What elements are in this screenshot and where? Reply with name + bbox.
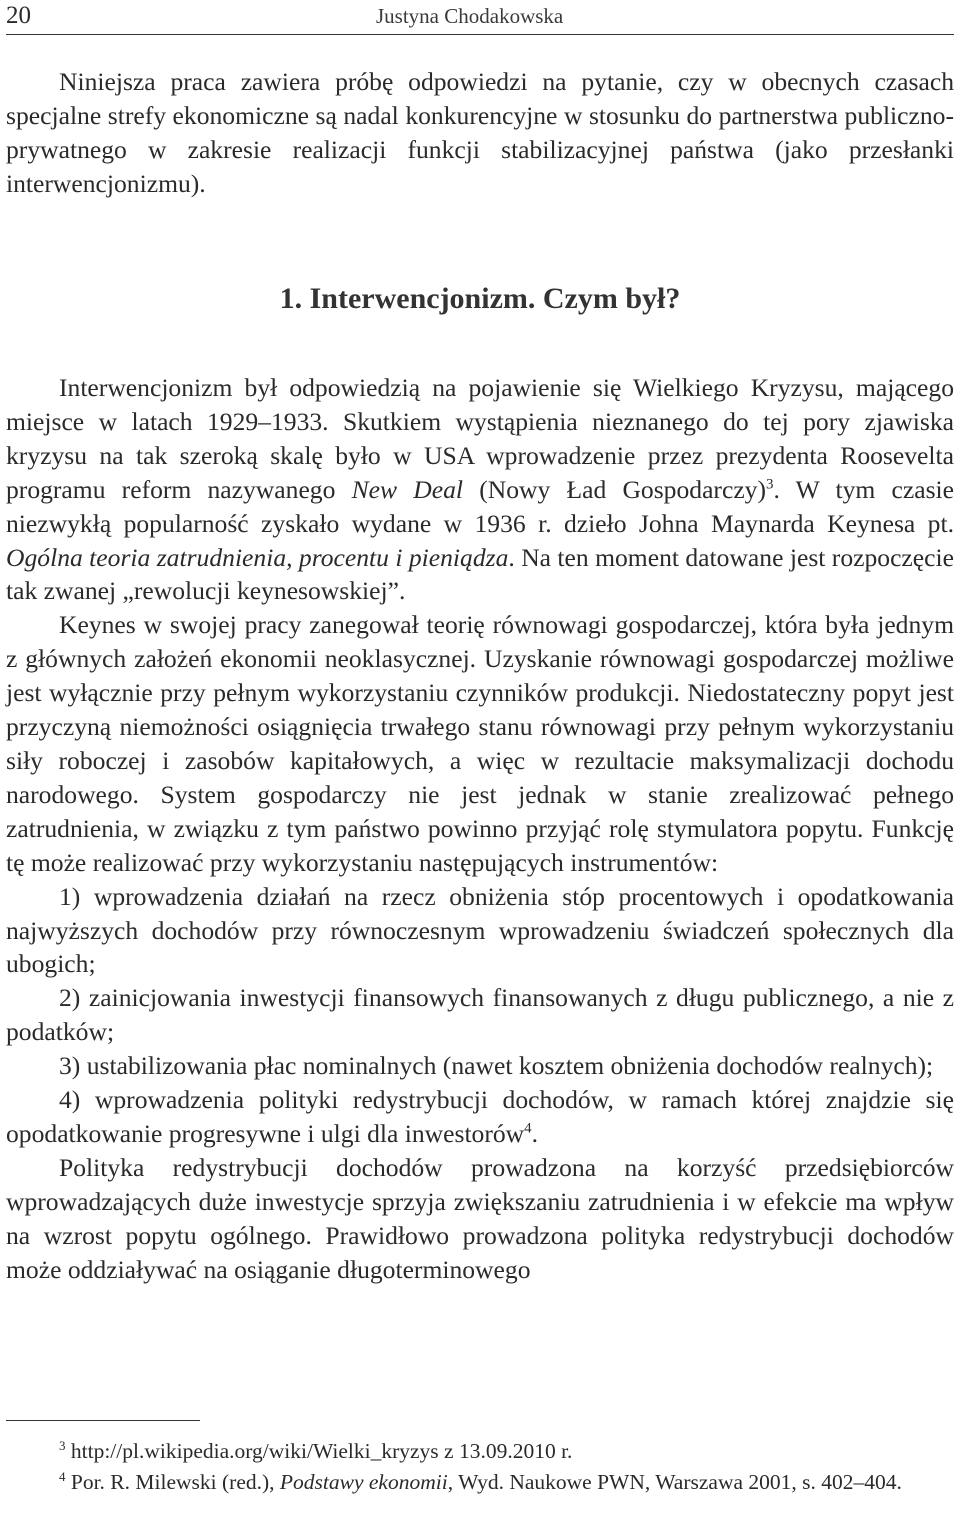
intro-paragraph: Niniejsza praca zawiera próbę odpowiedzi na pytanie, czy w obecnych czasach specjalne strefy ekonomiczne są nadal konkurencyjne w stosunku do partnerstwa publiczno-prywatnego w zakresie realizacji funkcji stabilizacyjnej państwa (jako przesłanki interwencjonizmu).: [6, 67, 954, 198]
text-span: . W tym czasie niezwykłą popularność zyskało wydane w 1936 r. dzieło Johna Maynarda Keynesa pt.: [6, 474, 954, 538]
section-heading: 1. Interwencjonizm. Czym był?: [279, 282, 681, 315]
list-item: 2) zainicjowania inwestycji finansowych finansowanych z długu publicznego, a nie z podatków;: [6, 983, 954, 1047]
text-span: (Nowy Ład Gospodarczy): [463, 474, 766, 504]
book-title: Ogólna teoria zatrudnienia, procentu i pieniądza: [6, 542, 509, 572]
paragraph-redistribution: Polityka redystrybucji dochodów prowadzona na korzyść przedsiębiorców wprowadzających duże inwestycje sprzyja zwiększaniu zatrudnienia i w efekcie ma wpływ na wzrost popytu ogólnego. Prawidłowo prowadzona polityka redystrybucji dochodów może oddziaływać na osiąganie długoterminowego: [6, 1152, 954, 1284]
footnote-text: , Wyd. Naukowe PWN, Warszawa 2001, s. 402–404.: [447, 1470, 902, 1494]
new-deal-term: New Deal: [351, 474, 464, 504]
running-header: [6, 0, 954, 35]
paragraph-keynes: Keynes w swojej pracy zanegował teorię równowagi gospodarczej, która była jednym z głównych założeń ekonomii neoklasycznej. Uzyskanie równowagi gospodarczej możliwe jest wyłącznie przy pełnym wykorzystaniu czynników produkcji. Niedostateczny popyt jest przyczyną niemożności osiągnięcia trwałego stanu równowagi przy pełnym wykorzystaniu siły roboczej i zasobów kapitałowych, a więc w rezultacie maksymalizacji dochodu narodowego. System gospodarczy nie jest jednak w stanie zrealizować pełnego zatrudnienia, w związku z tym państwo powinno przyjąć rolę stymulatora popytu. Funkcję tę może realizować przy wykorzystaniu następujących instrumentów:: [6, 610, 954, 877]
paragraph-interventionism: [6, 371, 954, 608]
list-item: [6, 1083, 954, 1151]
running-head-author: Justyna Chodakowska: [376, 4, 564, 28]
footnote-4: [6, 1467, 954, 1498]
footnote-3: [6, 1436, 954, 1467]
text-span: . Na ten moment datowane jest rozpoczęcie tak zwanej „rewolucji keynesowskiej”.: [6, 542, 954, 606]
footnotes: [6, 1436, 954, 1498]
footnote-ref-4: 4: [524, 1120, 532, 1137]
footnote-text: http://pl.wikipedia.org/wiki/Wielki_kryzys z 13.09.2010 r.: [65, 1439, 573, 1463]
page-number: 20: [6, 2, 31, 29]
footnote-mark: 4: [59, 1468, 66, 1484]
list-item: 1) wprowadzenia działań na rzecz obniżenia stóp procentowych i opodatkowania najwyższych dochodów przy równoczesnym wprowadzeniu świadczeń społecznych dla ubogich;: [6, 881, 954, 979]
footnote-ref-3: 3: [766, 476, 774, 493]
text-span: 4) wprowadzenia polityki redystrybucji dochodów, w ramach której znajdzie się opodatkowanie progresywne i ulgi dla inwestorów: [6, 1085, 954, 1148]
cited-book-title: Podstawy ekonomii: [279, 1470, 448, 1494]
text-span: .: [531, 1118, 539, 1148]
text-span: Interwencjonizm był odpowiedzią na pojawienie się Wielkiego Kryzysu, mającego miejsce w latach 1929–1933. Skutkiem wystąpienia nieznanego do tej pory zjawiska kryzysu na tak szeroką skalę było w USA wprowadzenie przez prezydenta Roosevelta programu reform nazywanego: [6, 373, 954, 504]
intro-section: [6, 65, 954, 201]
footnote-mark: 3: [59, 1437, 66, 1453]
list-item: 3) ustabilizowania płac nominalnych (nawet kosztem obniżenia dochodów realnych);: [59, 1051, 934, 1081]
footnote-separator: [6, 1420, 200, 1421]
main-text: [6, 371, 954, 1286]
footnote-text: Por. R. Milewski (red.),: [65, 1470, 280, 1494]
